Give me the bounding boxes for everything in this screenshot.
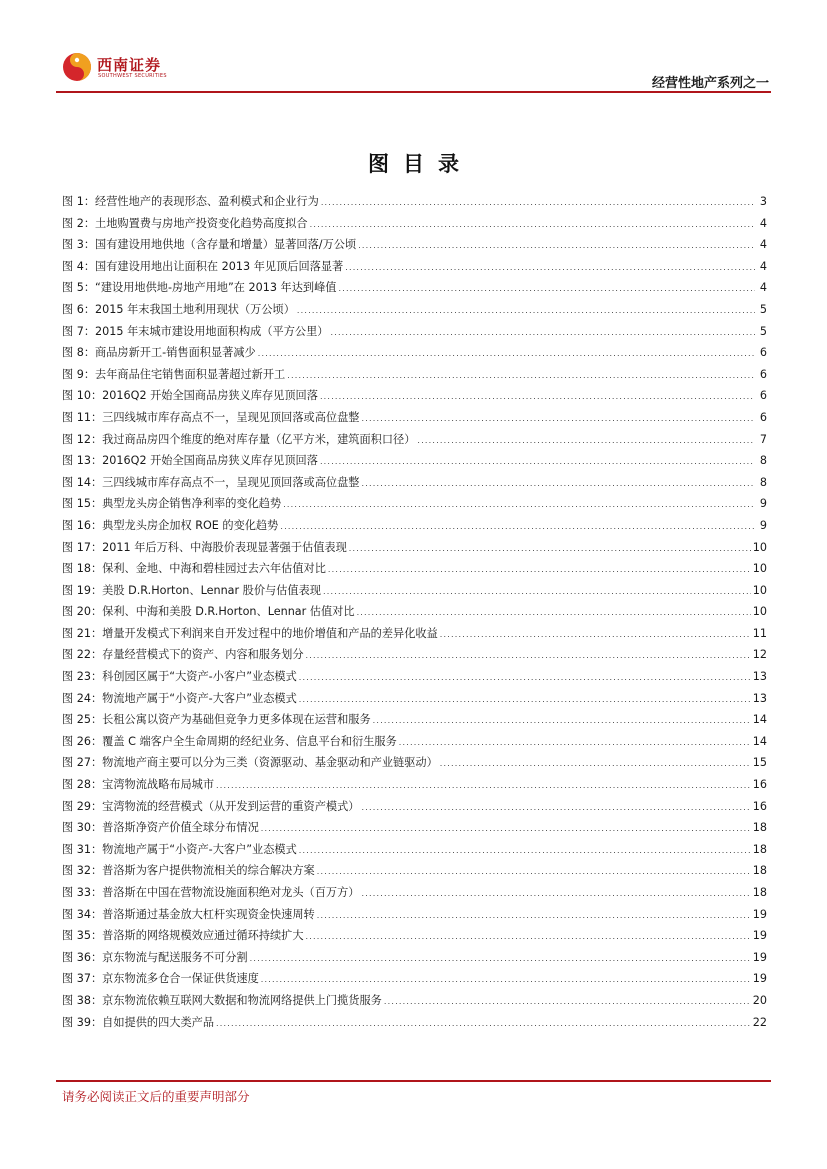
toc-entry-label: 图 29：宝湾物流的经营模式（从开发到运营的重资产模式） [62, 799, 360, 813]
toc-entry[interactable] [62, 364, 767, 386]
toc-entry-label: 图 8：商品房新开工-销售面积显著减少 [62, 346, 256, 360]
toc-entry-label: 图 14：三四线城市库存高点不一，呈现见顶回落或高位盘整 [62, 475, 360, 489]
toc-entry[interactable] [62, 644, 767, 666]
toc-dot-leader [306, 926, 751, 948]
toc-entry-label: 图 24：物流地产属于“小资产-大客户”业态模式 [62, 691, 297, 705]
toc-dot-leader [216, 1013, 751, 1035]
toc-dot-leader [299, 667, 751, 689]
toc-dot-leader [299, 689, 751, 711]
toc-entry-label: 图 23：科创园区属于“大资产-小客户”业态模式 [62, 670, 297, 684]
toc-dot-leader [345, 257, 755, 279]
page-title: 图目录 [368, 151, 473, 176]
toc-entry[interactable] [62, 191, 767, 213]
logo-english-name: SOUTHWEST SECURITIES [98, 73, 167, 79]
toc-dot-leader [361, 883, 750, 905]
toc-dot-leader [338, 278, 755, 300]
toc-dot-leader [280, 516, 755, 538]
toc-entry-label: 图 38：京东物流依赖互联网大数据和物流网络提供上门揽货服务 [62, 993, 382, 1007]
toc-entry-label: 图 20：保利、中海和美股 D.R.Horton、Lennar 估值对比 [62, 605, 355, 619]
toc-entry-label: 图 10：2016Q2 开始全国商品房狭义库存见顶回落 [62, 389, 318, 403]
toc-entry-label: 图 6：2015 年末我国土地利用现状（万公顷） [62, 302, 295, 316]
toc-entry[interactable] [62, 968, 767, 990]
toc-entry-page: 13 [752, 670, 767, 684]
toc-entry-page: 8 [759, 475, 767, 489]
toc-entry[interactable] [62, 321, 767, 343]
toc-entry[interactable] [62, 882, 767, 904]
toc-entry-label: 图 35：普洛斯的网络规模效应通过循环持续扩大 [62, 929, 304, 943]
toc-dot-leader [323, 581, 751, 603]
toc-entry-page: 4 [759, 216, 767, 230]
toc-entry[interactable] [62, 817, 767, 839]
toc-entry-label: 图 21：增量开发模式下利润来自开发过程中的地价增值和产品的差异化收益 [62, 626, 438, 640]
toc-entry-page: 6 [759, 410, 767, 424]
toc-dot-leader [440, 753, 751, 775]
toc-entry-label: 图 9：去年商品住宅销售面积显著超过新开工 [62, 367, 286, 381]
toc-dot-leader [361, 473, 755, 495]
toc-entry[interactable] [62, 796, 767, 818]
toc-entry[interactable] [62, 688, 767, 710]
toc-entry[interactable] [62, 580, 767, 602]
toc-entry-label: 图 22：存量经营模式下的资产、内容和服务划分 [62, 648, 304, 662]
toc-entry-page: 12 [752, 648, 767, 662]
toc-entry-label: 图 18：保利、金地、中海和碧桂园过去六年估值对比 [62, 562, 326, 576]
logo-mark-icon [62, 52, 92, 82]
toc-dot-leader [261, 969, 751, 991]
toc-entry[interactable] [62, 256, 767, 278]
toc-entry-label: 图 2：土地购置费与房地产投资变化趋势高度拟合 [62, 216, 308, 230]
toc-entry[interactable] [62, 774, 767, 796]
toc-entry-page: 4 [759, 238, 767, 252]
toc-dot-leader [317, 905, 751, 927]
toc-dot-leader [216, 775, 751, 797]
toc-dot-leader [399, 732, 751, 754]
toc-entry[interactable] [62, 342, 767, 364]
toc-dot-leader [317, 861, 751, 883]
toc-entry-page: 14 [752, 713, 767, 727]
toc-entry-page: 22 [752, 1015, 767, 1029]
toc-entry[interactable] [62, 752, 767, 774]
toc-entry[interactable] [62, 947, 767, 969]
toc-entry[interactable] [62, 990, 767, 1012]
toc-entry-page: 10 [752, 583, 767, 597]
toc-entry-page: 18 [752, 886, 767, 899]
company-logo [62, 50, 172, 86]
toc-entry-page: 4 [759, 259, 767, 273]
toc-entry-page: 6 [759, 346, 767, 360]
toc-dot-leader [258, 343, 755, 365]
toc-entry[interactable] [62, 666, 767, 688]
toc-entry-page: 11 [752, 626, 767, 640]
toc-entry-page: 19 [752, 907, 767, 921]
toc-entry-label: 图 19：美股 D.R.Horton、Lennar 股价与估值表现 [62, 583, 321, 597]
toc-dot-leader [297, 300, 755, 322]
toc-entry[interactable] [62, 558, 767, 580]
toc-entry-label: 图 28：宝湾物流战略布局城市 [62, 778, 215, 792]
toc-entry-page: 9 [759, 518, 767, 532]
toc-entry[interactable] [62, 493, 767, 515]
toc-entry-page: 19 [752, 929, 767, 943]
toc-entry-page: 13 [752, 691, 767, 705]
toc-dot-leader [358, 235, 755, 257]
toc-dot-leader [349, 538, 751, 560]
toc-entry-page: 5 [759, 302, 767, 316]
toc-dot-leader [261, 818, 751, 840]
toc-entry[interactable] [62, 537, 767, 559]
toc-entry-label: 图 4：国有建设用地出让面积在 2013 年见顶后回落显著 [62, 259, 344, 273]
toc-entry-page: 19 [752, 972, 767, 986]
toc-entry-page: 10 [752, 605, 767, 619]
logo-name: 西南证券 [97, 56, 162, 74]
toc-entry-label: 图 26：覆盖 C 端客户全生命周期的经纪业务、信息平台和衍生服务 [62, 734, 397, 748]
toc-entry-label: 图 36：京东物流与配送服务不可分割 [62, 950, 248, 964]
toc-entry-page: 10 [752, 562, 767, 576]
toc-entry-label: 图 33：普洛斯在中国在营物流设施面积绝对龙头（百万方） [62, 886, 360, 899]
toc-dot-leader [321, 192, 755, 214]
toc-entry[interactable] [62, 299, 767, 321]
toc-dot-leader [384, 991, 751, 1013]
toc-dot-leader [357, 602, 751, 624]
toc-dot-leader [328, 559, 751, 581]
toc-entry-label: 图 13：2016Q2 开始全国商品房狭义库存见顶回落 [62, 454, 318, 468]
toc-entry-page: 18 [752, 864, 767, 878]
toc-dot-leader [306, 645, 751, 667]
toc-entry-label: 图 32：普洛斯为客户提供物流相关的综合解决方案 [62, 864, 315, 878]
toc-dot-leader [320, 386, 755, 408]
toc-entry-label: 图 3：国有建设用地供地（含存量和增量）显著回落/万公顷 [62, 238, 357, 252]
toc-entry-label: 图 25：长租公寓以资产为基础但竞争力更多体现在运营和服务 [62, 713, 371, 727]
toc-dot-leader [361, 408, 755, 430]
toc-dot-leader [299, 840, 751, 862]
toc-entry-label: 图 30：普洛斯净资产价值全球分布情况 [62, 821, 259, 835]
toc-entry-label: 图 37：京东物流多仓合一保证供货速度 [62, 972, 259, 986]
toc-entry-page: 16 [752, 799, 767, 813]
toc-dot-leader [320, 451, 755, 473]
toc-dot-leader [250, 948, 751, 970]
toc-entry-page: 18 [752, 842, 767, 856]
toc-entry-page: 14 [752, 734, 767, 748]
toc-entry-page: 6 [759, 389, 767, 403]
toc-entry[interactable] [62, 213, 767, 235]
toc-entry-page: 15 [752, 756, 767, 770]
toc-entry-label: 图 15：典型龙头房企销售净利率的变化趋势 [62, 497, 282, 511]
toc-entry[interactable] [62, 515, 767, 537]
toc-entry-page: 16 [752, 778, 767, 792]
toc-dot-leader [417, 430, 755, 452]
toc-entry[interactable] [62, 904, 767, 926]
toc-entry-label: 图 39：自如提供的四大类产品 [62, 1015, 215, 1029]
toc-entry[interactable] [62, 860, 767, 882]
toc-entry[interactable] [62, 429, 767, 451]
footer-disclaimer: 请务必阅读正文后的重要声明部分 [62, 1089, 250, 1104]
figure-table-of-contents [62, 191, 767, 1033]
toc-entry-label: 图 5：“建设用地供地-房地产用地”在 2013 年达到峰值 [62, 281, 337, 295]
toc-entry[interactable] [62, 407, 767, 429]
toc-entry[interactable] [62, 623, 767, 645]
toc-entry[interactable] [62, 839, 767, 861]
toc-entry-page: 9 [759, 497, 767, 511]
toc-entry-page: 18 [752, 821, 767, 835]
toc-entry-page: 3 [759, 195, 767, 208]
toc-entry[interactable] [62, 472, 767, 494]
toc-entry[interactable] [62, 709, 767, 731]
toc-entry-page: 19 [752, 950, 767, 964]
toc-entry[interactable] [62, 925, 767, 947]
toc-entry[interactable] [62, 731, 767, 753]
toc-entry[interactable] [62, 277, 767, 299]
toc-entry-label: 图 34：普洛斯通过基金放大杠杆实现资金快速周转 [62, 907, 315, 921]
toc-dot-leader [373, 710, 751, 732]
toc-entry-page: 7 [759, 432, 767, 446]
toc-entry-page: 6 [759, 367, 767, 381]
toc-dot-leader [440, 624, 751, 646]
toc-entry-label: 图 11：三四线城市库存高点不一，呈现见顶回落或高位盘整 [62, 410, 360, 424]
toc-entry-label: 图 1：经营性地产的表现形态、盈利模式和企业行为 [62, 195, 319, 208]
toc-entry-label: 图 17：2011 年后万科、中海股价表现显著强于估值表现 [62, 540, 347, 554]
toc-dot-leader [361, 797, 750, 819]
toc-dot-leader [330, 322, 755, 344]
toc-entry[interactable] [62, 1012, 767, 1034]
footer-divider [56, 1080, 771, 1082]
toc-entry-page: 5 [759, 324, 767, 338]
toc-entry-label: 图 27：物流地产商主要可以分为三类（资源驱动、基金驱动和产业链驱动） [62, 756, 438, 770]
toc-entry-label: 图 7：2015 年末城市建设用地面积构成（平方公里） [62, 324, 329, 338]
toc-entry-label: 图 31：物流地产属于“小资产-大客户”业态模式 [62, 842, 297, 856]
toc-entry-page: 8 [759, 454, 767, 468]
toc-entry[interactable] [62, 601, 767, 623]
toc-entry[interactable] [62, 234, 767, 256]
header-divider [56, 91, 771, 93]
toc-entry-page: 20 [752, 993, 767, 1007]
toc-entry-label: 图 12：我过商品房四个维度的绝对库存量（亿平方米，建筑面积口径） [62, 432, 416, 446]
toc-dot-leader [310, 214, 755, 236]
toc-entry-page: 4 [759, 281, 767, 295]
toc-entry-page: 10 [752, 540, 767, 554]
toc-dot-leader [287, 365, 755, 387]
toc-dot-leader [283, 494, 755, 516]
toc-entry-label: 图 16：典型龙头房企加权 ROE 的变化趋势 [62, 518, 279, 532]
series-title: 经营性地产系列之一 [651, 76, 769, 91]
toc-entry[interactable] [62, 450, 767, 472]
toc-entry[interactable] [62, 385, 767, 407]
